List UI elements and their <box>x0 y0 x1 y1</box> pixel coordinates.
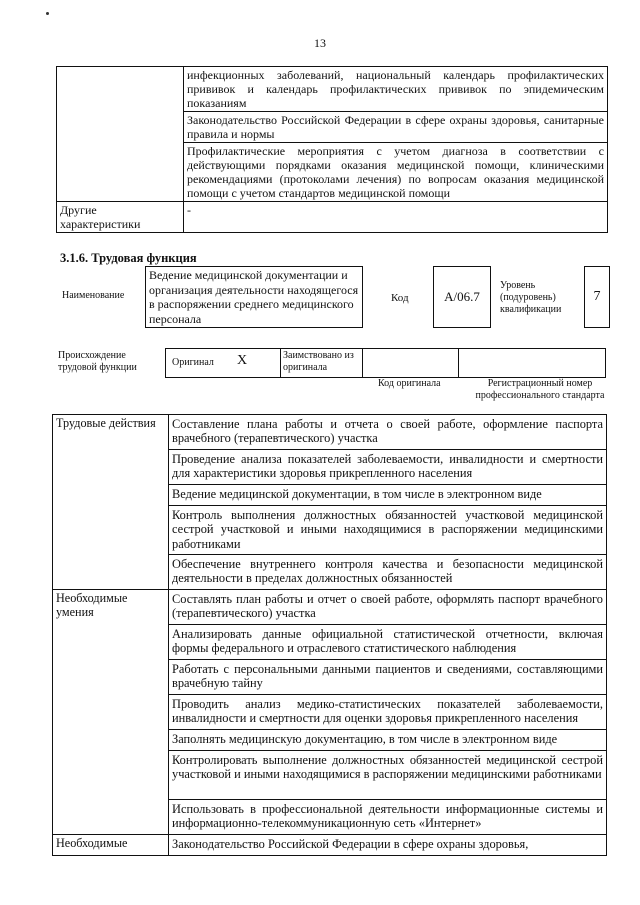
top-table-cell: инфекционных заболеваний, национальный календарь профилактических прививок и календарь профилактических прививок по эпидемическим показаниям <box>184 67 608 112</box>
original-code-caption: Код оригинала <box>378 378 441 389</box>
name-value-box: Ведение медицинской документации и организация деятельности находящегося в распоряжении среднего медицинского персонала <box>145 266 363 328</box>
registration-number-caption: Регистрационный номер профессионального стандарта <box>475 378 605 401</box>
top-table-cell: Законодательство Российской Федерации в сфере охраны здоровья, санитарные правила и нормы <box>184 112 608 143</box>
table-row <box>57 67 608 112</box>
qualification-level-value: 7 <box>584 266 610 328</box>
labor-action-item: Проведение анализа показателей заболеваемости, инвалидности и смертности для характеристики здоровья прикрепленного населения <box>169 450 607 485</box>
required-knowledge-label: Необходимые <box>53 835 169 856</box>
top-table <box>56 66 608 233</box>
table-row <box>53 590 607 625</box>
top-table-left-cell <box>57 67 184 202</box>
table-row <box>53 835 607 856</box>
original-label: Оригинал <box>172 357 214 368</box>
other-characteristics-value: - <box>184 202 608 233</box>
borrowed-label: Заимствовано из оригинала <box>283 350 354 373</box>
required-skill-item: Проводить анализ медико-статистических показателей заболеваемости, инвалидности и смертности для оценки здоровья прикрепленного населения <box>169 695 607 730</box>
required-knowledge-item: Законодательство Российской Федерации в сфере охраны здоровья, <box>169 835 607 856</box>
origin-divider <box>280 349 281 377</box>
labor-action-item: Обеспечение внутреннего контроля качества и безопасности медицинской деятельности в пределах должностных обязанностей <box>169 555 607 590</box>
origin-divider <box>458 349 459 377</box>
name-label: Наименование <box>62 290 125 301</box>
table-row <box>57 202 608 233</box>
code-label: Код <box>391 292 409 304</box>
required-skill-item: Анализировать данные официальной статистической отчетности, включая формы федерального и отраслевого статистического наблюдения <box>169 625 607 660</box>
required-skills-label: Необходимые умения <box>53 590 169 835</box>
page-number: 13 <box>314 36 326 50</box>
code-value-box: A/06.7 <box>433 266 491 328</box>
labor-action-item: Ведение медицинской документации, в том числе в электронном виде <box>169 485 607 506</box>
origin-box <box>165 348 606 378</box>
required-skill-item: Использовать в профессиональной деятельности информационные системы и информационно-телекоммуникационную сеть «Интернет» <box>169 800 607 835</box>
other-characteristics-label: Другие характеристики <box>57 202 184 233</box>
qualification-level-label: Уровень (подуровень) квалификации <box>500 280 562 315</box>
table-row <box>53 415 607 450</box>
required-skill-item: Работать с персональными данными пациентов и сведениями, составляющими врачебную тайну <box>169 660 607 695</box>
section-title: 3.1.6. Трудовая функция <box>60 251 197 265</box>
origin-divider <box>362 349 363 377</box>
required-skill-item: Заполнять медицинскую документацию, в том числе в электронном виде <box>169 730 607 751</box>
original-mark: X <box>237 353 248 368</box>
required-skill-item: Составлять план работы и отчет о своей работе, оформлять паспорт врачебного (терапевтического) участка <box>169 590 607 625</box>
required-skill-item: Контролировать выполнение должностных обязанностей медицинской сестрой участковой и иными находящимися в распоряжении медицинскими работниками <box>169 751 607 800</box>
labor-actions-label: Трудовые действия <box>53 415 169 590</box>
origin-label: Происхождение трудовой функции <box>58 350 137 373</box>
top-table-cell: Профилактические мероприятия с учетом диагноза в соответствии с действующими порядками оказания медицинской помощи, клиническими рекомендациями (протоколами лечения) по вопросам оказания медицинской помощи с учетом стандартов медицинской помощи <box>184 143 608 202</box>
labor-function-table <box>52 414 607 856</box>
labor-action-item: Контроль выполнения должностных обязанностей участковой медицинской сестрой участковой и иными находящимися в распоряжении медицинскими работниками <box>169 506 607 555</box>
labor-action-item: Составление плана работы и отчета о своей работе, оформление паспорта врачебного (терапевтического) участка <box>169 415 607 450</box>
scan-speck <box>46 12 49 15</box>
